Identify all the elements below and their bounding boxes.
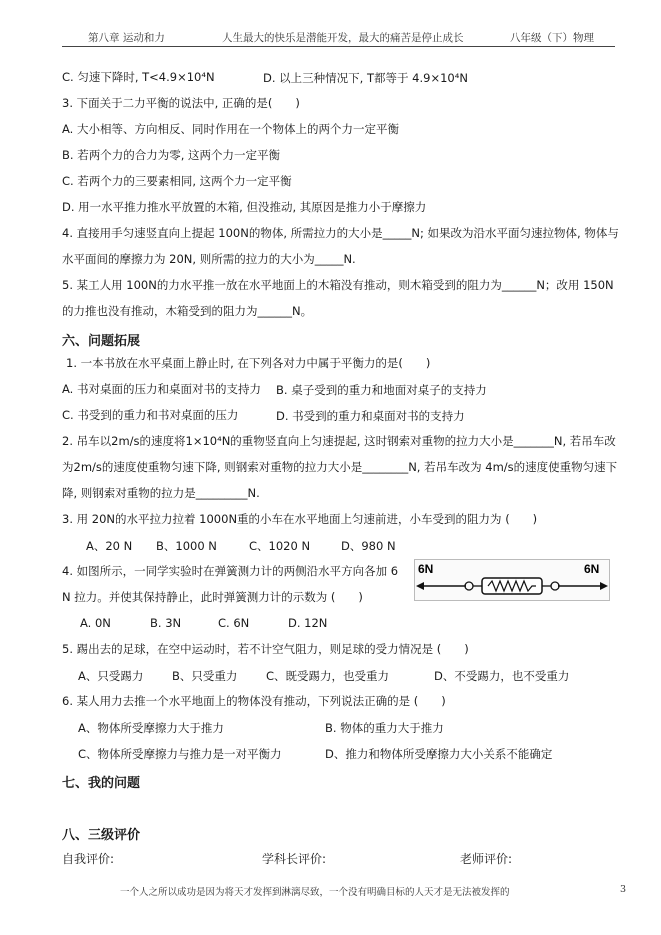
- extension-q4-option-b: B. 3N: [150, 616, 182, 630]
- header-chapter: 第八章 运动和力: [88, 32, 165, 44]
- page-number: 3: [620, 884, 627, 895]
- extension-q6-option-a: A、物体所受摩擦力大于推力: [78, 721, 224, 735]
- extension-q4-option-a: A. 0N: [80, 616, 111, 630]
- self-evaluation-label: 自我评价:: [62, 852, 115, 866]
- extension-q3-option-a: A、20 N: [86, 539, 133, 553]
- section-8-title: 八、三级评价: [62, 828, 141, 843]
- extension-q4-option-c: C. 6N: [218, 616, 250, 630]
- question-3-option-b: B. 若两个力的合力为零, 这两个力一定平衡: [62, 148, 281, 162]
- extension-q1-option-b: B. 桌子受到的重力和地面对桌子的支持力: [276, 383, 487, 397]
- extension-q4-line-2: N 拉力。并使其保持静止，此时弹簧测力计的示数为 ( ): [62, 590, 363, 604]
- extension-q6-option-d: D、推力和物体所受摩擦力大小关系不能确定: [325, 747, 553, 761]
- header-motto: 人生最大的快乐是潜能开发，最大的痛苦是停止成长: [222, 32, 464, 44]
- extension-q4-option-d: D. 12N: [288, 616, 328, 630]
- extension-q1-option-a: A. 书对桌面的压力和桌面对书的支持力: [62, 382, 261, 396]
- footer-motto: 一个人之所以成功是因为将天才发挥到淋漓尽致，一个没有明确目标的人天才是无法被发挥的: [120, 887, 510, 898]
- extension-q5-option-c: C、既受踢力，也受重力: [266, 669, 390, 683]
- header-grade: 八年级（下）物理: [510, 32, 594, 44]
- extension-q5: 5. 踢出去的足球，在空中运动时，若不计空气阻力，则足球的受力情况是 ( ): [62, 642, 469, 656]
- extension-q4-line-1: 4. 如图所示，一同学实验时在弹簧测力计的两侧沿水平方向各加 6: [62, 564, 399, 578]
- extension-q3-option-c: C、1020 N: [249, 539, 311, 553]
- extension-q1: 1. 一本书放在水平桌面上静止时, 在下列各对力中属于平衡力的是( ): [66, 356, 431, 370]
- extension-q1-option-c: C. 书受到的重力和书对桌面的压力: [62, 408, 239, 422]
- extension-q2-line-3: 降, 则钢索对重物的拉力是_________N.: [62, 486, 260, 500]
- page-header: [88, 30, 613, 46]
- extension-q3-option-d: D、980 N: [341, 539, 396, 553]
- extension-q2-line-2: 为2m/s的速度使重物匀速下降, 则钢索对重物的拉力大小是________N, 若吊车改为 4m/s的速度使重物匀速下: [62, 460, 618, 474]
- figure-right-force-label: 6N: [584, 562, 600, 576]
- extension-q6-option-c: C、物体所受摩擦力与推力是一对平衡力: [78, 747, 282, 761]
- extension-q5-option-d: D、不受踢力，也不受重力: [434, 669, 570, 683]
- question-4-line-2: 水平面间的摩擦力为 20N, 则所需的拉力的大小为_____N.: [62, 252, 356, 266]
- question-5-line-2: 的力推也没有推动，木箱受到的阻力为______N。: [62, 304, 313, 318]
- section-6-title: 六、问题拓展: [62, 334, 141, 349]
- question-3-option-d: D. 用一水平推力推水平放置的木箱, 但没推动, 其原因是推力小于摩擦力: [62, 200, 427, 214]
- extension-q3: 3. 用 20N的水平拉力拉着 1000N重的小车在水平地面上匀速前进，小车受到的阻力为 ( ): [62, 512, 538, 526]
- extension-q1-option-d: D. 书受到的重力和桌面对书的支持力: [276, 409, 465, 423]
- option-c: C. 匀速下降时, T<4.9×10⁴N: [62, 70, 215, 84]
- question-4-line-1: 4. 直接用手匀速竖直向上提起 100N的物体, 所需拉力的大小是_____N; 如果改为沿水平面匀速拉物体, 物体与: [62, 226, 619, 240]
- extension-q3-option-b: B、1000 N: [156, 539, 217, 553]
- question-5-line-1: 5. 某工人用 100N的力水平推一放在水平地面上的木箱没有推动，则木箱受到的阻力为______N；改用 150N: [62, 278, 614, 292]
- extension-q5-option-a: A、只受踢力: [78, 669, 144, 683]
- teacher-evaluation-label: 老师评价:: [460, 852, 513, 866]
- extension-q6-option-b: B. 物体的重力大于推力: [325, 721, 444, 735]
- section-7-title: 七、我的问题: [62, 776, 141, 791]
- extension-q2-line-1: 2. 吊车以2m/s的速度将1×10⁴N的重物竖直向上匀速提起, 这时钢索对重物的拉力大小是_______N, 若吊车改: [62, 434, 616, 448]
- question-3: 3. 下面关于二力平衡的说法中, 正确的是( ): [62, 96, 300, 110]
- spring-scale-figure: [414, 559, 610, 601]
- header-rule: [62, 46, 615, 47]
- extension-q5-option-b: B、只受重力: [172, 669, 238, 683]
- question-3-option-c: C. 若两个力的三要素相同, 这两个力一定平衡: [62, 174, 292, 188]
- subject-leader-evaluation-label: 学科长评价:: [262, 852, 327, 866]
- option-d: D. 以上三种情况下, T都等于 4.9×10⁴N: [263, 71, 468, 85]
- question-3-option-a: A. 大小相等、方向相反、同时作用在一个物体上的两个力一定平衡: [62, 122, 399, 136]
- extension-q6: 6. 某人用力去推一个水平地面上的物体没有推动，下列说法正确的是 ( ): [62, 694, 446, 708]
- figure-left-force-label: 6N: [418, 562, 434, 576]
